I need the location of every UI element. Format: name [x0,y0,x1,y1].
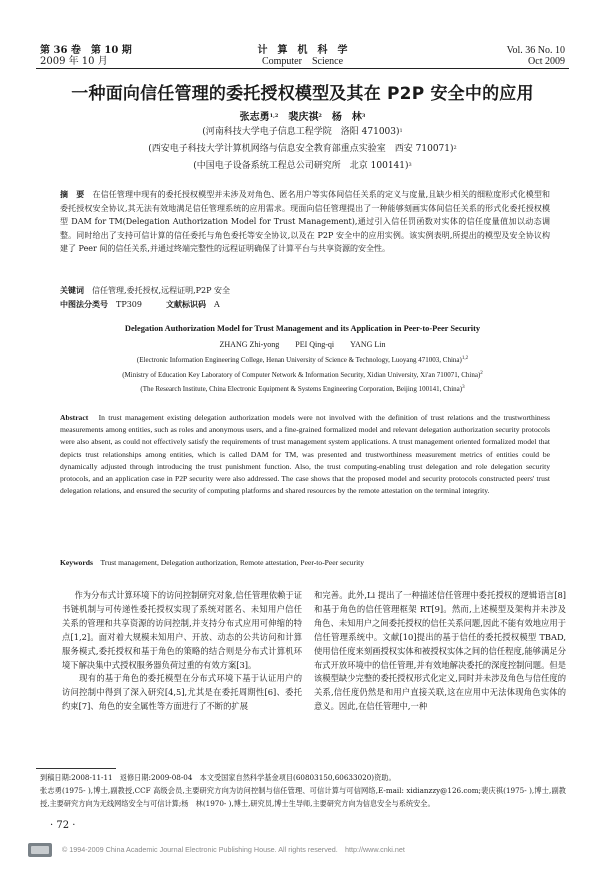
header-journal-en: Computer Science [261,56,344,67]
footnote-authors: 张志勇(1975- ),博士,副教授,CCF 高级会员,主要研究方向为访问控制与信任管理、可信计算与可信网络,E-mail: xidianzzy@126.com;裴庆祺(1975- ),博士,副教授,主要研究方向为无线网络安全与可信计算;杨 林(1970- ),博士,研究员,博士生导师,主要研究方向为信息安全与系统安全。 [40,786,566,808]
affiliation-cn-3: (中国电子设备系统工程总公司研究所 北京 100141)$^3$ [193,161,412,171]
affiliation-en-3: (The Research Institute, China Electronic Equipment & Systems Engineering Corporation, Beijing 100141, China)$^3$ [140,385,465,393]
footnote-rule [36,768,116,769]
body-column-left: 作为分布式计算环境下的访问控制研究对象,信任管理依赖于证书链机制与可传递性委托授权实现了系统对匿名、未知用户信任关系的管理和共享资源的访问控制,并支持分布式应用可伸缩的特点[1,2]。面对着大规模未知用户、开放、动态的公共访问和计算服务模式,委托授权和基于角色的策略的结合则是分布式计算机环境下解决集中式授权服务器负荷过重的有效方案[3]。 现有的基于角色的委托模型在分布式环境下基于认证用户的访问控制中得到了深入研究[4,5],尤其是在委托周期性[6]、委托约束[7]、角色的安全属性等方面进行了不断的扩展 [62,590,302,712]
affiliation-cn-2: (西安电子科技大学计算机网络与信息安全教育部重点实验室 西安 710071)$^2$ [148,144,457,154]
header-volume-en: Vol. 36 No. 10 [506,45,565,56]
header-date-en: Oct 2009 [528,56,565,67]
copyright-notice: © 1994-2009 China Academic Journal Electronic Publishing House. All rights reserved. http://www.cnki.net [62,845,405,854]
paper-title-cn: 一种面向信任管理的委托授权模型及其在 P2P 安全中的应用 [71,84,534,104]
abstract-en: Abstract In trust management existing delegation authorization models were not involved with the definition of trust relations and the trustworthiness measurements among entities, such as roles and anonymous users, and a fine-grained formalized model and relevant delegation authorization security protocols were also absent, as could not effectively satisfy the requirements of trust management system applications. A trust management oriented formalized model that depicts trust relationships among entities, which is called DAM for TM, was presented and trustworthiness measurement metrics of entities could be dynamically adjusted through introducing the trust punishment function. Also, the trust computing-enabling trust delegation and role delegation security protocols, and an application case in P2P security were also addressed. The case shows that the proposed model and security protocols constructed peers' trust delegation relations, and ensured the security of computing platforms and shared resources by the remote attestation on the terminal integrity. [60,413,551,496]
authors-en: ZHANG Zhi-yong PEI Qing-qi YANG Lin [219,340,386,349]
page-number: · 72 · [50,820,76,831]
authors-cn: 张志勇$^{1,2}$ 裴庆祺$^2$ 杨 林$^3$ [239,112,366,123]
body-column-right: 和完善。此外,Li 提出了一种描述信任管理中委托授权的逻辑语言[8]和基于角色的信任管理框架 RT[9]。然而,上述模型及架构并未涉及角色、未知用户之间委托授权的信任关系问题,因此不能有效地应用于信任管理系统中。文献[10]提出的基于信任的委托授权模型 TBAD,使用信任度来刻画授权实体和被授权实体之间的信任程度,能够满足分布式开放环境中的信任管理,并有效地解决委托的深度控制问题。但是该模型缺少完整的委托授权形式化定义,同时并未涉及角色与信任度的关系,信任度仍然是和用户直接关联,这在应用中无法体现角色实体的意义。因此,在信任管理中,一种 [314,590,566,712]
affiliation-cn-1: (河南科技大学电子信息工程学院 洛阳 471003)$^1$ [202,127,403,137]
publisher-logo-icon [28,843,52,857]
abstract-cn: 摘 要 在信任管理中现有的委托授权模型并未涉及对角色、匿名用户等实体间信任关系的定义与度量,且缺少相关的细粒度形式化模型和委托授权安全协议,其无法有效地满足信任管理系统的应用需求。现面向信任管理提出了一种能够刻画实体间信任关系的形式化委托授权模型 DAM for TM(Delegation Authorization Model for Trust Management),通过引入信任罚函数对实体的信任度量值加以动态调整。同时给出了支持可信计算的信任委托与角色委托等安全协议,以及在 P2P 安全中的应用实例。该实例表明,所提出的模型及安全协议构建了 Peer 间的信任关系,并通过终端完整性的远程证明确保了计算平台与共享资源的安全性。 [60,189,550,254]
classification: 中图法分类号 TP309 文献标识码 A [60,299,220,309]
affiliation-en-1: (Electronic Information Engineering College, Henan University of Science & Technology, Luoyang 471003, China)$^{1,2}$ [136,356,469,364]
paper-title-en: Delegation Authorization Model for Trust Management and its Application in Peer-to-Peer Security [124,324,481,333]
affiliation-en-2: (Ministry of Education Key Laboratory of Computer Network & Information Security, Xidian University, Xi'an 710071, China)$^2$ [122,371,483,379]
header-rule [36,68,569,69]
keywords-cn: 关键词 信任管理,委托授权,远程证明,P2P 安全 [60,285,231,295]
footnote-dates: 到稿日期:2008-11-11 返修日期:2009-08-04 本文受国家自然科学基金项目(60803150,60633020)资助。 [40,773,396,782]
header-date: 2009 年 10 月 [40,56,108,67]
header-journal-cn: 计 算 机 科 学 [257,45,348,56]
header-volume: 第 36 卷 第 10 期 [40,45,132,56]
keywords-en: Keywords Trust management, Delegation authorization, Remote attestation, Peer-to-Peer security [60,558,365,567]
